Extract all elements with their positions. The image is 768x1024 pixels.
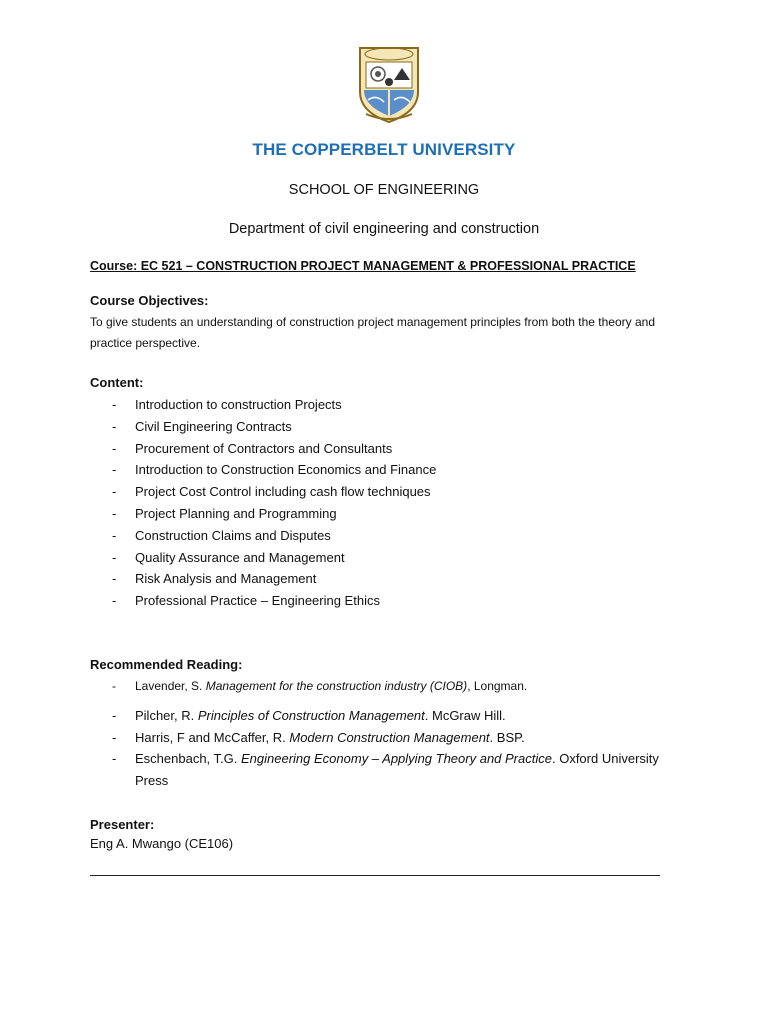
content-item-text: Risk Analysis and Management bbox=[135, 571, 317, 587]
content-item-text: Construction Claims and Disputes bbox=[135, 527, 331, 543]
course-title: Course: EC 521 – CONSTRUCTION PROJECT MANAGEMENT & PROFESSIONAL PRACTICE bbox=[90, 259, 636, 273]
reading-title: Engineering Economy – Applying Theory and Practice bbox=[241, 751, 552, 767]
list-item: - Construction Claims and Disputes bbox=[112, 527, 331, 543]
content-item-text: Project Planning and Programming bbox=[135, 505, 337, 521]
presenter-heading: Presenter: bbox=[90, 817, 155, 832]
content-item-text: Introduction to Construction Economics and Finance bbox=[135, 462, 437, 478]
reading-list bbox=[90, 676, 670, 792]
list-item: - Risk Analysis and Management bbox=[112, 571, 317, 587]
content-item-text: Civil Engineering Contracts bbox=[135, 418, 292, 434]
list-item: - Professional Practice – Engineering Ethics bbox=[112, 593, 380, 609]
objectives-text: To give students an understanding of construction project management principles from both the theory and practice perspective. bbox=[90, 315, 656, 350]
content-item-text: Project Cost Control including cash flow techniques bbox=[135, 484, 431, 500]
reading-author: Eschenbach, T.G. bbox=[135, 751, 238, 767]
list-item: - Harris, F and McCaffer, R. Modern Construction Management. BSP. bbox=[112, 729, 525, 745]
presenter-name: Eng A. Mwango (CE106) bbox=[90, 836, 234, 851]
list-item: - Introduction to construction Projects bbox=[112, 397, 342, 412]
content-item-text: Quality Assurance and Management bbox=[135, 549, 345, 565]
school-name: SCHOOL OF ENGINEERING bbox=[288, 182, 480, 198]
reading-author: Lavender, S. bbox=[135, 679, 203, 693]
list-item: - Civil Engineering Contracts bbox=[112, 418, 292, 434]
reading-title: Modern Construction Management bbox=[289, 729, 490, 745]
divider-line bbox=[90, 875, 660, 876]
list-item: - Pilcher, R. Principles of Construction Management. McGraw Hill. bbox=[112, 707, 506, 723]
reading-title: Management for the construction industry (CIOB) bbox=[205, 679, 468, 693]
university-title: THE COPPERBELT UNIVERSITY bbox=[252, 140, 516, 159]
content-item-text: Procurement of Contractors and Consultants bbox=[135, 440, 393, 456]
content-item-text: Professional Practice – Engineering Ethics bbox=[135, 593, 380, 609]
reading-publisher: , Longman. bbox=[467, 679, 528, 693]
reading-heading: Recommended Reading: bbox=[90, 657, 243, 672]
content-heading: Content: bbox=[90, 375, 144, 390]
reading-publisher: . Oxford University Press bbox=[135, 751, 659, 789]
list-item: - Project Cost Control including cash flow techniques bbox=[112, 484, 431, 500]
list-item: - Eschenbach, T.G. Engineering Economy – Applying Theory and Practice. Oxford University Press bbox=[112, 751, 659, 789]
reading-author: Harris, F and McCaffer, R. bbox=[135, 729, 286, 745]
reading-publisher: . McGraw Hill. bbox=[424, 707, 506, 723]
reading-publisher: . BSP. bbox=[489, 729, 525, 745]
reading-title: Principles of Construction Management bbox=[197, 707, 425, 723]
list-item: - Introduction to Construction Economics and Finance bbox=[112, 462, 437, 478]
university-crest-logo bbox=[356, 44, 422, 124]
reading-author: Pilcher, R. bbox=[135, 707, 195, 723]
content-list bbox=[90, 394, 436, 612]
list-item: - Procurement of Contractors and Consultants bbox=[112, 440, 393, 456]
list-item: - Quality Assurance and Management bbox=[112, 549, 345, 565]
content-item-text: Introduction to construction Projects bbox=[135, 397, 342, 412]
department-name: Department of civil engineering and construction bbox=[228, 221, 540, 237]
objectives-heading: Course Objectives: bbox=[90, 293, 209, 308]
list-item: - Lavender, S. Management for the construction industry (CIOB), Longman. bbox=[112, 679, 528, 693]
list-item: - Project Planning and Programming bbox=[112, 505, 337, 521]
